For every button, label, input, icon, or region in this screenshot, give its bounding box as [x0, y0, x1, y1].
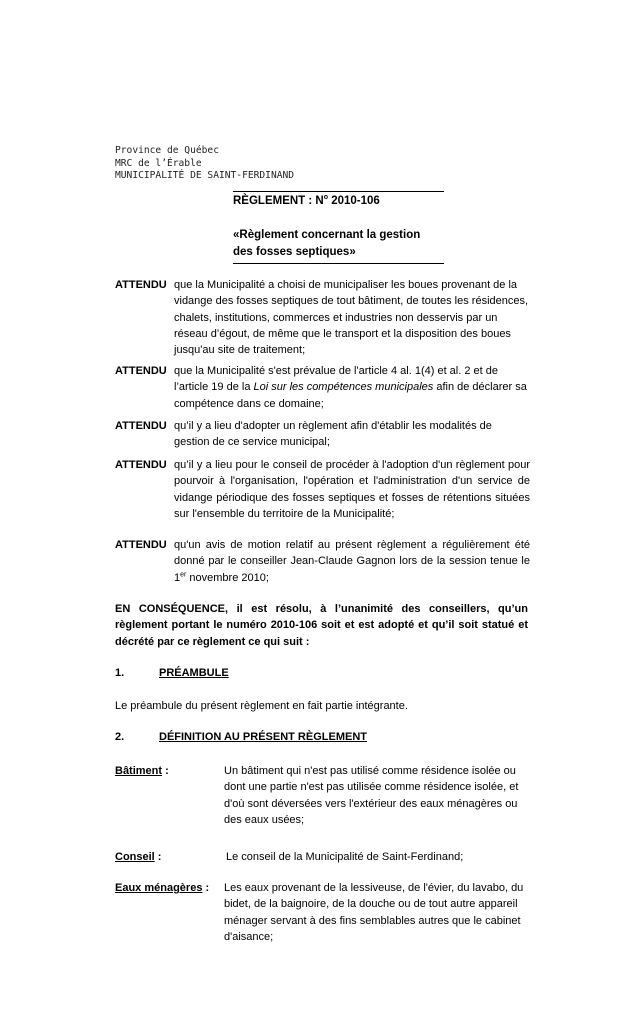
attendu-text: qu’il y a lieu pour le conseil de procéder à l'adoption d'un règlement pour pourvoir à l'organisation, l'opération et l'administration d'un service de vidange périodique des fosses septiques et fosses de rétentions situées sur l'ensemble du territoire de la Municipalité; — [174, 459, 530, 520]
attendu-text: que la Municipalité a choisi de municipaliser les boues provenant de la vidange des fosses septiques de tout bâtiment, de toutes les résidences, chalets, institutions, commerces et industries non desservis par un réseau d’égout, de même que le transport et la disposition des boues jusqu'au site de traitement; — [174, 279, 529, 357]
reglement-title — [233, 227, 420, 261]
attendu-clause-5 — [115, 537, 530, 586]
attendu-clause-1 — [115, 277, 530, 358]
document-header — [115, 145, 294, 183]
attendu-clause-2 — [115, 363, 530, 412]
definition-batiment — [115, 763, 530, 828]
reglement-title-line2: des fosses septiques» — [233, 246, 356, 258]
definition-conseil — [115, 849, 530, 865]
attendu-keyword: ATTENDU — [115, 365, 167, 377]
header-mrc: MRC de l’Érable — [115, 157, 202, 169]
attendu-clause-3 — [115, 418, 530, 451]
definition-text: Un bâtiment qui n'est pas utilisé comme résidence isolée ou dont une partie n'est pas utilisée comme résidence isolée, et d'où sont déversées vers l'extérieur des eaux ménagères ou des eaux usées; — [224, 765, 519, 826]
section-number: 2. — [115, 731, 125, 743]
reglement-number: RÈGLEMENT : $N^o$ 2010-106 — [233, 194, 380, 207]
top-rule — [233, 191, 444, 192]
definition-text: Le conseil de la Municipalité de Saint-Ferdinand; — [226, 851, 464, 863]
section-title: PRÉAMBULE — [159, 667, 229, 679]
definition-text: Les eaux provenant de la lessiveuse, de l'évier, du lavabo, du bidet, de la baignoire, de la douche ou de tout autre appareil ménager servant à des fins semblables autres que le cabinet d'aisance; — [224, 882, 524, 943]
header-municipality: MUNICIPALITÉ DE SAINT-FERDINAND — [115, 170, 295, 181]
reglement-title-line1: «Règlement concernant la gestion — [233, 229, 421, 241]
attendu-text: que la Municipalité s'est prévalue de l'article 4 al. 1(4) et al. 2 et de l’article 19 de la Loi sur les compétences municipales afin de déclarer sa compétence dans ce domaine; — [174, 365, 527, 410]
section-number: 1. — [115, 667, 125, 679]
definition-term: Bâtiment : — [115, 765, 169, 777]
attendu-keyword: ATTENDU — [115, 459, 167, 471]
attendu-text: qu'un avis de motion relatif au présent règlement a régulièrement été donné par le conseiller Jean-Claude Gagnon lors de la session tenue le 1er novembre 2010; — [174, 539, 530, 584]
attendu-clause-4 — [115, 457, 530, 522]
attendu-keyword: ATTENDU — [115, 279, 167, 291]
attendu-keyword: ATTENDU — [115, 420, 167, 432]
attendu-keyword: ATTENDU — [115, 539, 167, 551]
definition-term: Eaux ménagères : — [115, 882, 210, 894]
law-title: Loi sur les compétences municipales — [253, 381, 434, 394]
consequence-paragraph: EN CONSÉQUENCE, il est résolu, à l’unanimité des conseillers, qu’un règlement portant le numéro 2010-106 soit et est adopté et qu’il soit statué et décrété par ce règlement ce qui suit : — [115, 603, 528, 648]
preambule-paragraph: Le préambule du présent règlement en fait partie intégrante. — [115, 700, 408, 712]
attendu-text: qu’il y a lieu d'adopter un règlement afin d'établir les modalités de gestion de ce service municipal; — [174, 420, 492, 449]
definition-term: Conseil : — [115, 851, 162, 863]
section-title: DÉFINITION AU PRÉSENT RÈGLEMENT — [159, 731, 367, 743]
header-province: Province de Québec — [115, 145, 219, 156]
definition-eaux-menageres — [115, 880, 530, 945]
bottom-rule — [233, 263, 444, 264]
